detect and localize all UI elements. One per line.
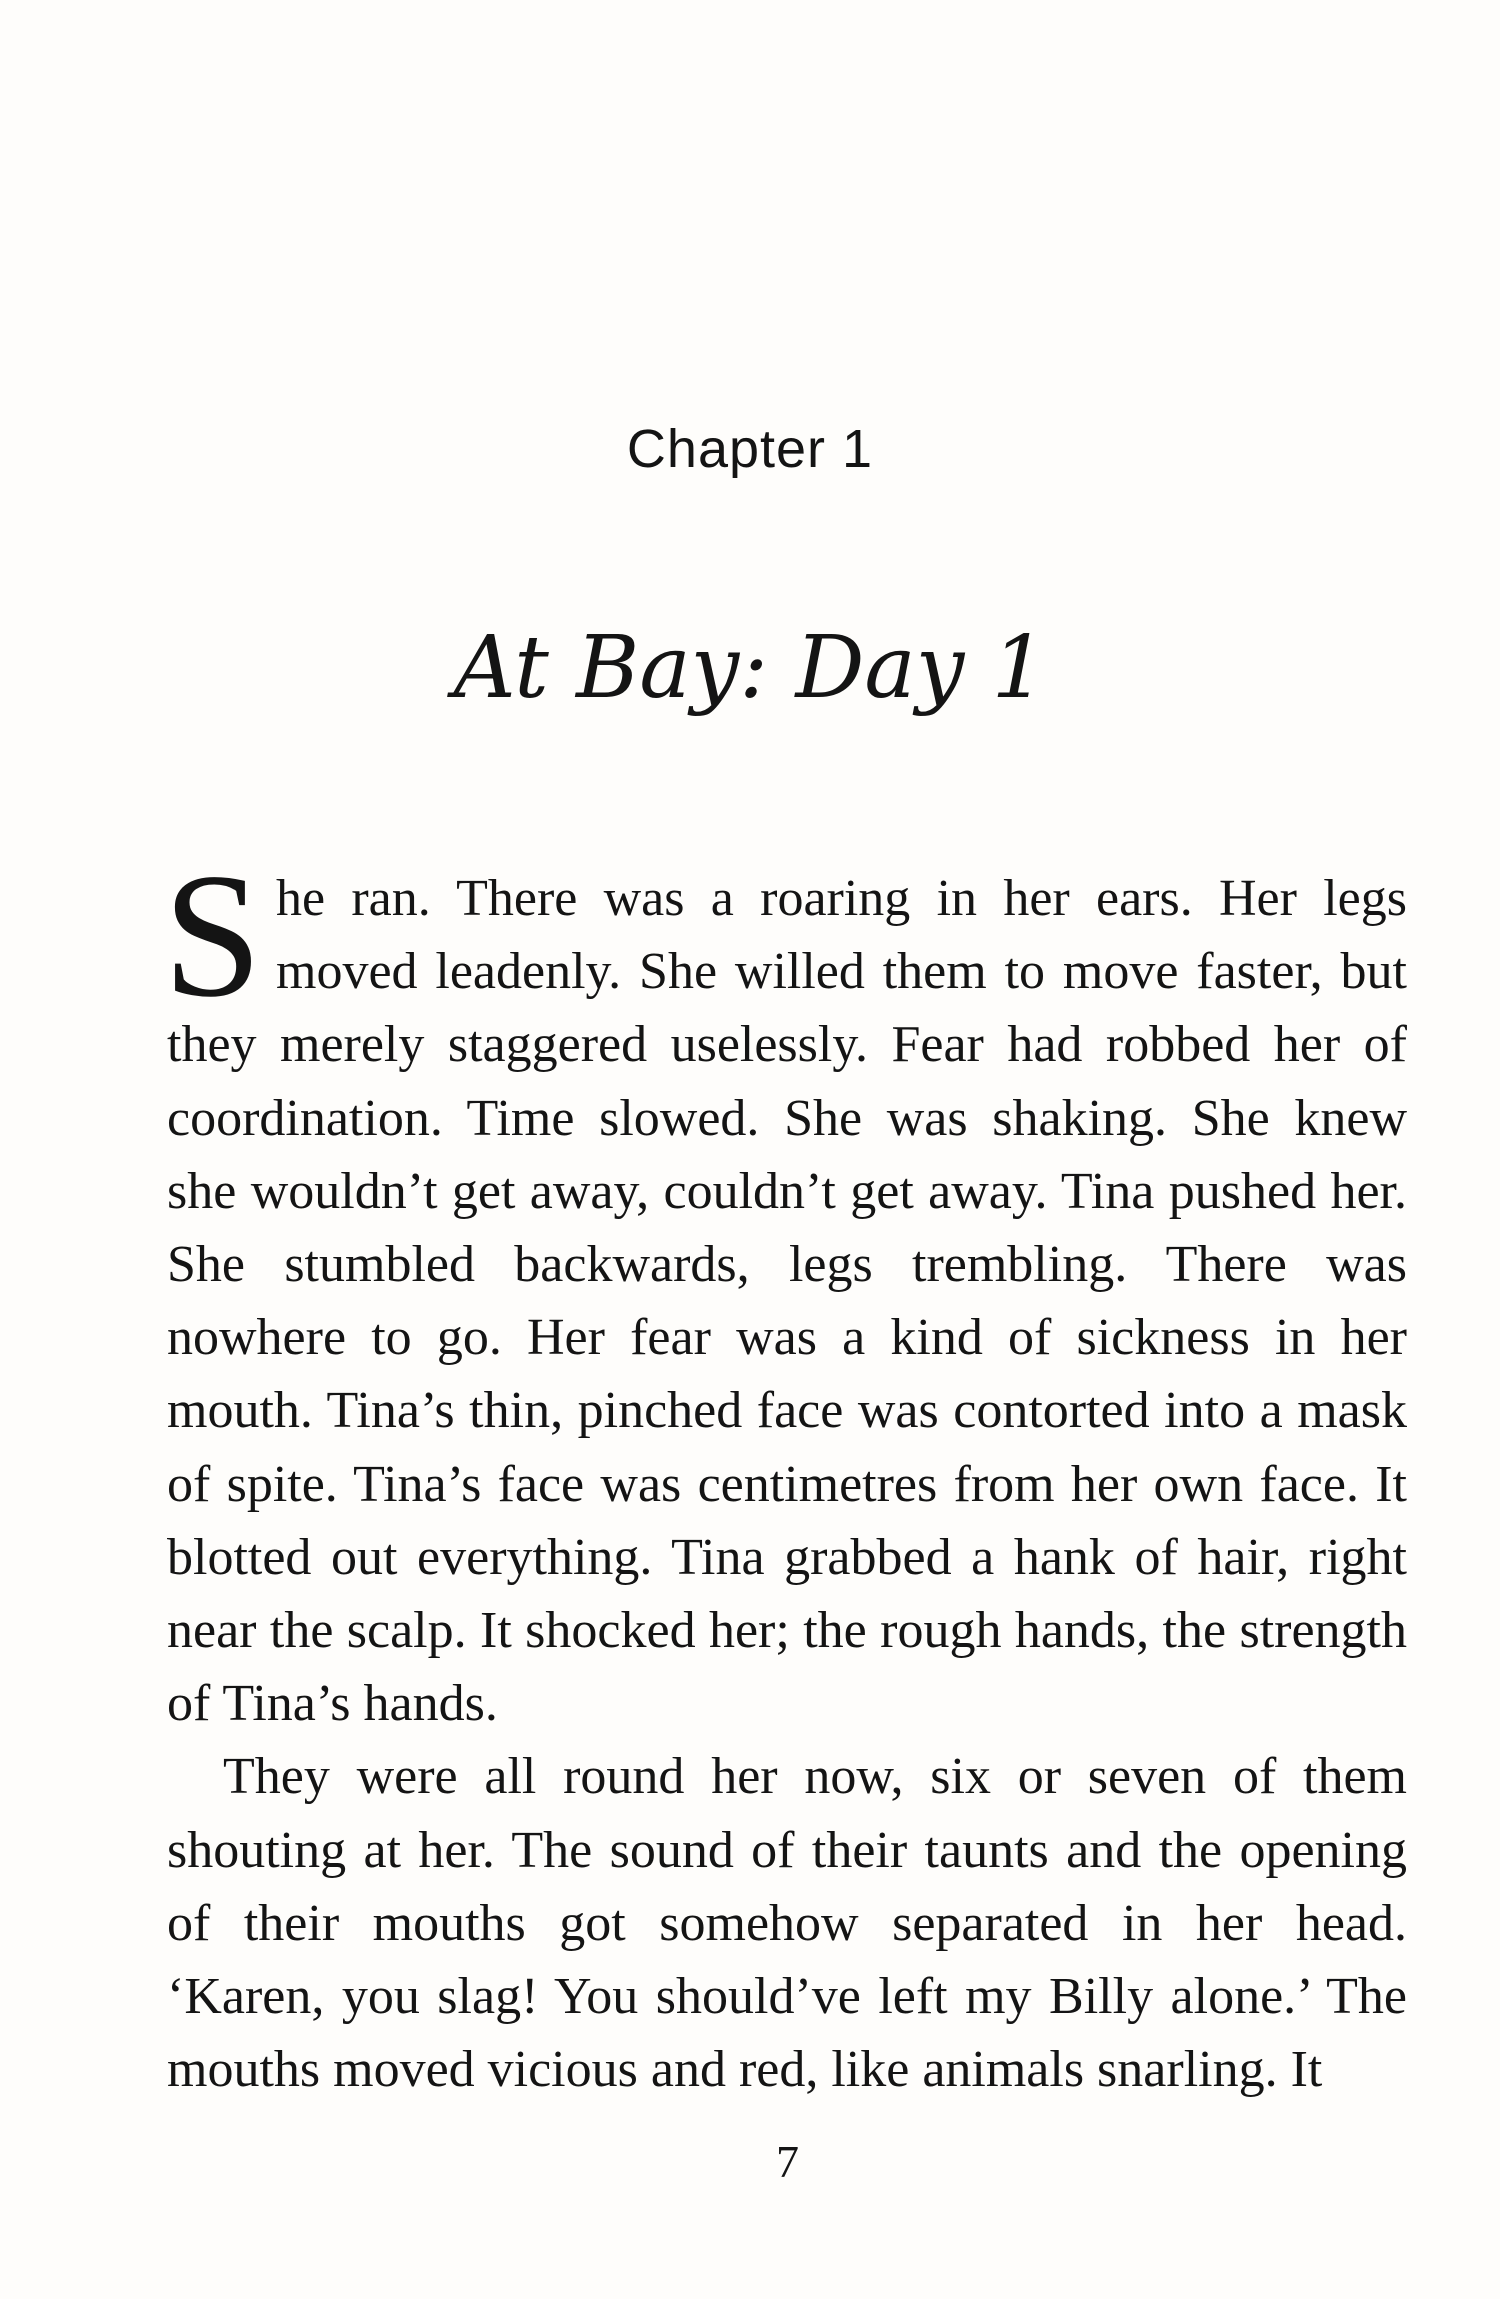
- drop-cap: S: [163, 836, 262, 1034]
- paragraph-1-text: he ran. There was a roaring in her ears. Her legs moved leadenly. She willed them to move faster, but they merely staggered uselessly. Fear had robbed her of coordination. Time slowed. She was shaking. She knew she wouldn’t get away, couldn’t get away. Tina pushed her. She stumbled backwards, legs trembling. There was nowhere to go. Her fear was a kind of sickness in her mouth. Tina’s thin, pinched face was contorted into a mask of spite. Tina’s face was centimetres from her own face. It blotted out everything. Tina grabbed a hank of hair, right near the scalp. It shocked her; the rough hands, the strength of Tina’s hands.: [167, 870, 1407, 1733]
- paragraph-1: [163, 836, 1407, 1740]
- page-number: 7: [776, 2136, 799, 2187]
- body-text: [163, 836, 1407, 2106]
- paragraph-2: They were all round her now, six or seven of them shouting at her. The sound of their taunts and the opening of their mouths got somehow separated in her head. ‘Karen, you slag! You should’ve left my Billy alone.’ The mouths moved vicious and red, like animals snarling. It: [167, 1748, 1407, 2099]
- chapter-title: At Bay: Day 1: [453, 618, 1047, 718]
- chapter-label: Chapter 1: [626, 419, 874, 479]
